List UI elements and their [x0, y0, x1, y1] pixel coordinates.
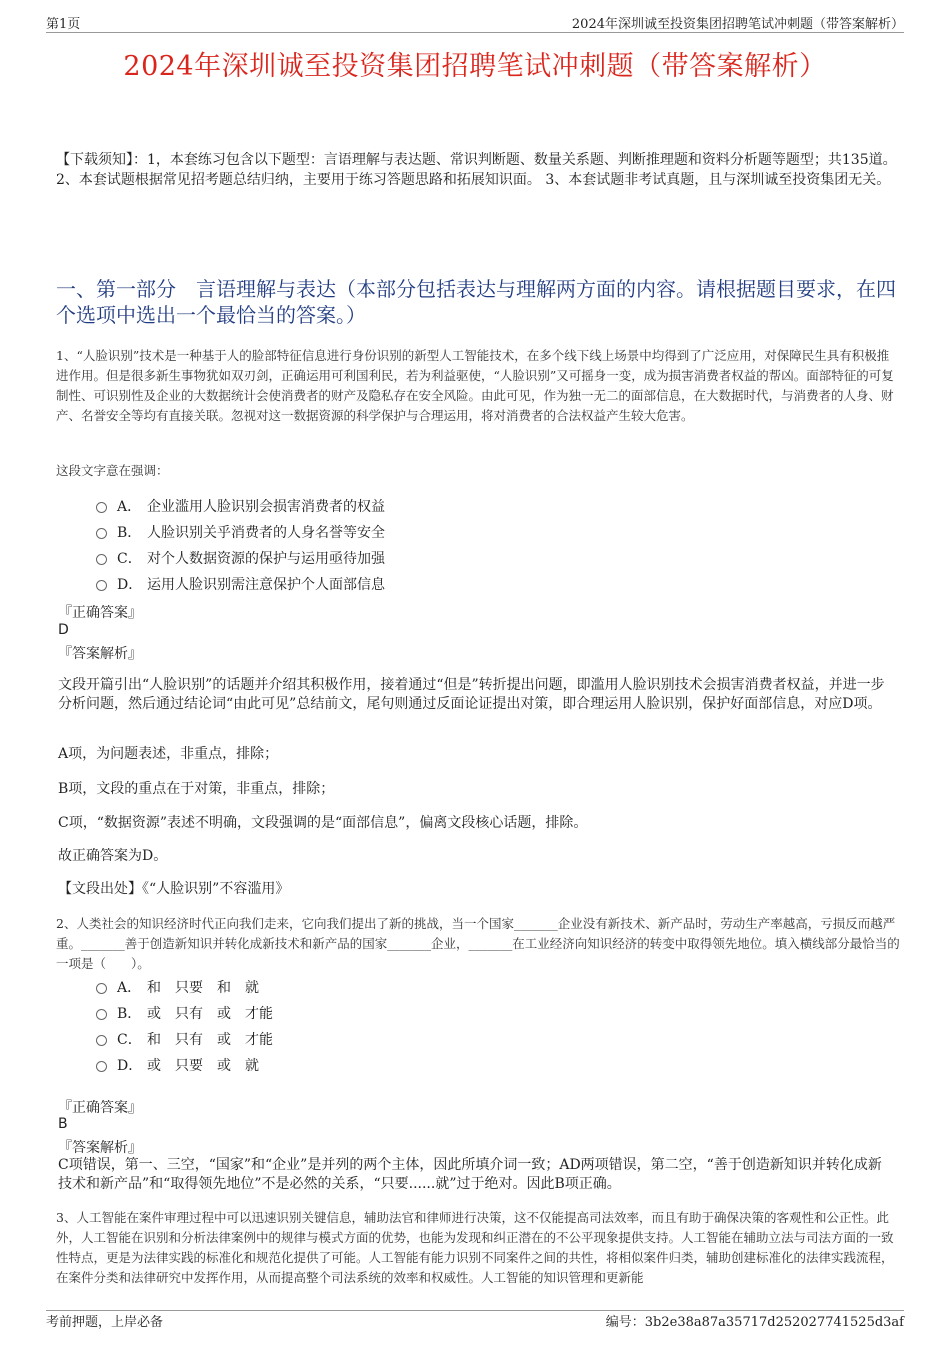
question-1-option-c[interactable]: C． 对个人数据资源的保护与运用亟待加强 — [96, 548, 385, 568]
radio-icon[interactable] — [96, 983, 107, 994]
question-1-analysis-b: B项，文段的重点在于对策，非重点，排除； — [58, 781, 335, 797]
question-1-answer-label: 『正确答案』 — [58, 605, 142, 621]
question-2-analysis-label: 『答案解析』 — [58, 1140, 142, 1156]
question-1-answer: D — [58, 622, 69, 638]
question-1-analysis-label: 『答案解析』 — [58, 646, 142, 662]
question-3-text: 3、人工智能在案件审理过程中可以迅速识别关键信息，辅助法官和律师进行决策，这不仅能提高司法效率，而且有助于确保决策的客观性和公正性。此外，人工智能在识别和分析法律案例中的规律与模式方面的优势，也能为发现和纠正潜在的不公平现象提供支持。人工智能在辅助立法与司法方面的一致性特点，更是为法律实践的标准化和规范化提供了可能。人工智能有能力识别不同案件之间的共性，将相似案件归类，辅助创建标准化的法律实践流程，在案件分类和法律研究中发挥作用，从而提高整个司法系统的效率和权威性。人工智能的知识管理和更新能 — [56, 1210, 894, 1285]
question-1-stem: 这段文字意在强调： — [56, 463, 169, 478]
question-2-option-c[interactable]: C． 和 只有 或 才能 — [96, 1029, 273, 1049]
question-1-conclusion: 故正确答案为D。 — [58, 848, 168, 864]
question-2-answer: B — [58, 1116, 68, 1132]
question-1-text: 1、“人脸识别”技术是一种基于人的脸部特征信息进行身份识别的新型人工智能技术，在多个线下线上场景中均得到了广泛应用，对保障民生具有积极推进作用。但是很多新生事物犹如双刃剑，正确运用可利国利民，若为利益驱使，“人脸识别”又可摇身一变，成为损害消费者权益的帮凶。面部特征的可复制性、可识别性及企业的大数据统计会使消费者的财产及隐私存在安全风险。由此可见，作为独一无二的面部信息，在大数据时代，与消费者的人身、财产、名誉安全等均有直接关联。忽视对这一数据资源的科学保护与合理运用，将对消费者的合法权益产生较大危害。 — [56, 348, 894, 423]
section-heading: 一、第一部分 言语理解与表达（本部分包括表达与理解两方面的内容。请根据题目要求，在四个选项中选出一个最恰当的答案。） — [56, 277, 896, 327]
header-page-number: 第1页 — [46, 17, 81, 32]
question-1-analysis-c: C项，“数据资源”表述不明确，文段强调的是“面部信息”，偏离文段核心话题，排除。 — [58, 815, 588, 831]
question-2-analysis: C项错误，第一、三空，“国家”和“企业”是并列的两个主体，因此所填介词一致；AD两项错误，第二空，“善于创造新知识并转化成新技术和新产品”和“取得领先地位”不是必然的关系，“只要......就”过于绝对。因此B项正确。 — [58, 1157, 882, 1192]
question-1-analysis-a: A项，为问题表述，非重点，排除； — [58, 746, 279, 762]
radio-icon[interactable] — [96, 580, 107, 591]
radio-icon[interactable] — [96, 1061, 107, 1072]
header-doc-title: 2024年深圳诚至投资集团招聘笔试冲刺题（带答案解析） — [571, 17, 904, 32]
radio-icon[interactable] — [96, 502, 107, 513]
question-1-option-d[interactable]: D． 运用人脸识别需注意保护个人面部信息 — [96, 574, 385, 594]
footer-code: 编号：3b2e38a87a35717d252027741525d3af — [605, 1315, 904, 1330]
question-1-option-b[interactable]: B． 人脸识别关乎消费者的人身名誉等安全 — [96, 522, 385, 542]
question-2-option-a[interactable]: A． 和 只要 和 就 — [96, 977, 259, 997]
radio-icon[interactable] — [96, 1035, 107, 1046]
question-1-source: 【文段出处】《“人脸识别”不容滥用》 — [58, 881, 290, 897]
footer-slogan: 考前押题，上岸必备 — [46, 1315, 164, 1330]
question-2-option-d[interactable]: D． 或 只要 或 就 — [96, 1055, 259, 1075]
radio-icon[interactable] — [96, 1009, 107, 1020]
radio-icon[interactable] — [96, 528, 107, 539]
question-2-text: 2、人类社会的知识经济时代正向我们走来，它向我们提出了新的挑战，当一个国家_______企业没有新技术、新产品时，劳动生产率越高，亏损反而越严重。_______善于创造新知识并转化成新技术和新产品的国家_______企业，_______在工业经济向知识经济的转变中取得领先地位。填入横线部分最恰当的一项是（ ）。 — [56, 916, 900, 971]
page-title: 2024年深圳诚至投资集团招聘笔试冲刺题（带答案解析） — [123, 51, 827, 82]
question-1-analysis-main: 文段开篇引出“人脸识别”的话题并介绍其积极作用，接着通过“但是”转折提出问题，即滥用人脸识别技术会损害消费者权益，并进一步分析问题，然后通过结论词“由此可见”总结前文，尾句则通过反面论证提出对策，即合理运用人脸识别，保护好面部信息，对应D项。 — [58, 677, 885, 712]
radio-icon[interactable] — [96, 554, 107, 565]
header-divider — [46, 32, 904, 33]
question-1-option-a[interactable]: A． 企业滥用人脸识别会损害消费者的权益 — [96, 496, 385, 516]
download-notice: 【下载须知】：1，本套练习包含以下题型：言语理解与表达题、常识判断题、数量关系题、判断推理题和资料分析题等题型；共135道。 2、本套试题根据常见招考题总结归纳，主要用于练习答题思路和拓展知识面。 3、本套试题非考试真题，且与深圳诚至投资集团无关。 — [56, 152, 897, 188]
question-2-option-b[interactable]: B． 或 只有 或 才能 — [96, 1003, 273, 1023]
question-2-answer-label: 『正确答案』 — [58, 1100, 142, 1116]
